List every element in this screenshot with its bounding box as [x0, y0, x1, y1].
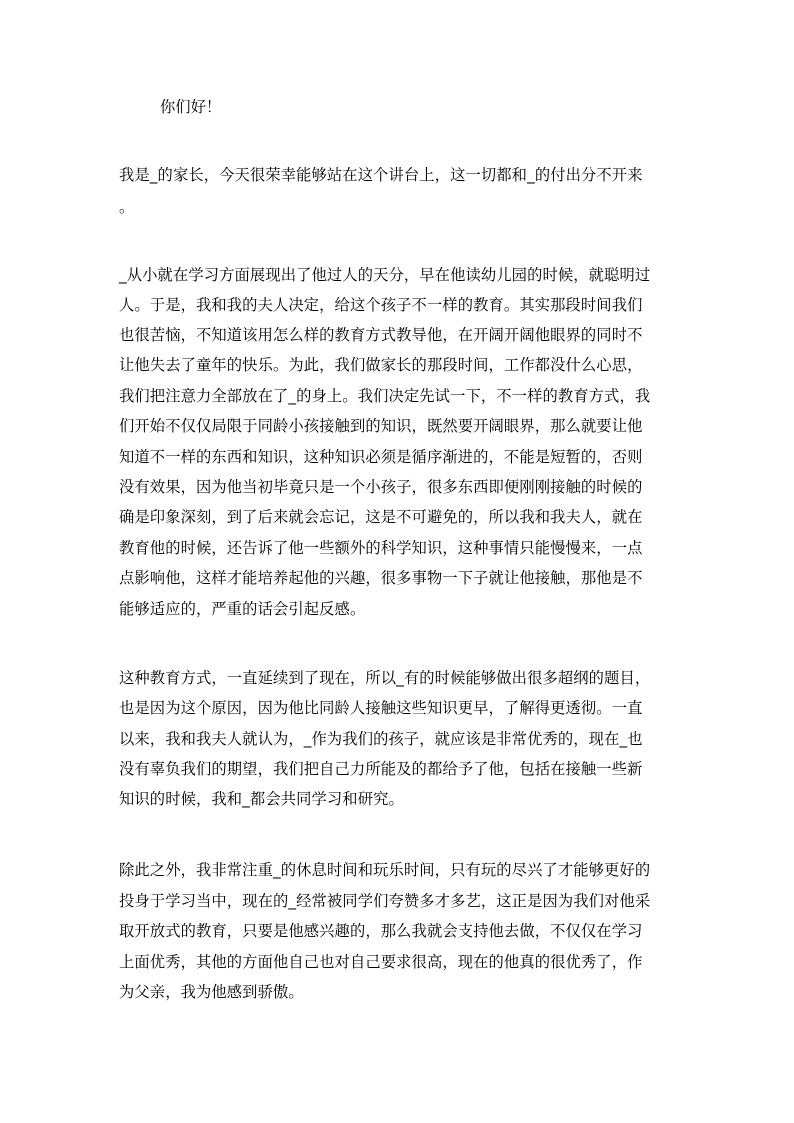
text-line: 也是因为这个原因，因为他比同龄人接触这些知识更早，了解得更透彻。一直	[119, 699, 643, 717]
text-line: _从小就在学习方面展现出了他过人的天分，早在他读幼儿园的时候，就聪明过	[119, 266, 651, 284]
greeting: 你们好！	[160, 98, 222, 116]
text-line: 点影响他，这样才能培养起他的兴趣，很多事物一下子就让他接触，那他是不	[119, 569, 643, 587]
text-line: 以来，我和我夫人就认为，_作为我们的孩子，就应该是非常优秀的，现在_也	[119, 730, 643, 748]
text-line: 知道不一样的东西和知识，这种知识必须是循序渐进的，不能是短暂的，否则	[119, 448, 643, 466]
text-line: 也很苦恼，不知道该用怎么样的教育方式教导他，在开阔开阔他眼界的同时不	[119, 326, 643, 344]
text-line: 我是_的家长，今天很荣幸能够站在这个讲台上，这一切都和_的付出分不开来	[119, 166, 643, 184]
text-line: 教育他的时候，还告诉了他一些额外的科学知识，这种事情只能慢慢来，一点	[119, 539, 643, 557]
text-line: 没有效果，因为他当初毕竟只是一个小孩子，很多东西即便刚刚接触的时候的	[119, 478, 643, 496]
text-line: 能够适应的，严重的话会引起反感。	[119, 600, 366, 618]
text-line: 让他失去了童年的快乐。为此，我们做家长的那段时间，工作都没什么心思，	[119, 356, 643, 374]
text-line: 确是印象深刻，到了后来就会忘记，这是不可避免的，所以我和我夫人，就在	[119, 508, 643, 526]
text-line: 取开放式的教育，只要是他感兴趣的，那么我就会支持他去做，不仅仅在学习	[119, 922, 643, 940]
text-line: 为父亲，我为他感到骄傲。	[119, 983, 304, 1001]
text-line: 人。于是，我和我的夫人决定，给这个孩子不一样的教育。其实那段时间我们	[119, 296, 643, 314]
text-line: 上面优秀，其他的方面他自己也对自己要求很高，现在的他真的很优秀了，作	[119, 953, 643, 971]
text-line: 我们把注意力全部放在了_的身上。我们决定先试一下，不一样的教育方式，我	[119, 387, 651, 405]
text-line: 们开始不仅仅局限于同龄小孩接触到的知识，既然要开阔眼界，那么就要让他	[119, 417, 643, 435]
text-line: 没有辜负我们的期望，我们把自己力所能及的都给予了他，包括在接触一些新	[119, 760, 643, 778]
text-line: 知识的时候，我和_都会共同学习和研究。	[119, 790, 404, 808]
text-line: 这种教育方式，一直延续到了现在，所以_有的时候能够做出很多超纲的题目，	[119, 669, 651, 687]
text-line: 投身于学习当中，现在的_经常被同学们夸赞多才多艺，这正是因为我们对他采	[119, 892, 651, 910]
text-line: 除此之外，我非常注重_的休息时间和玩乐时间，只有玩的尽兴了才能够更好的	[119, 861, 651, 879]
text-line: 。	[119, 198, 135, 216]
